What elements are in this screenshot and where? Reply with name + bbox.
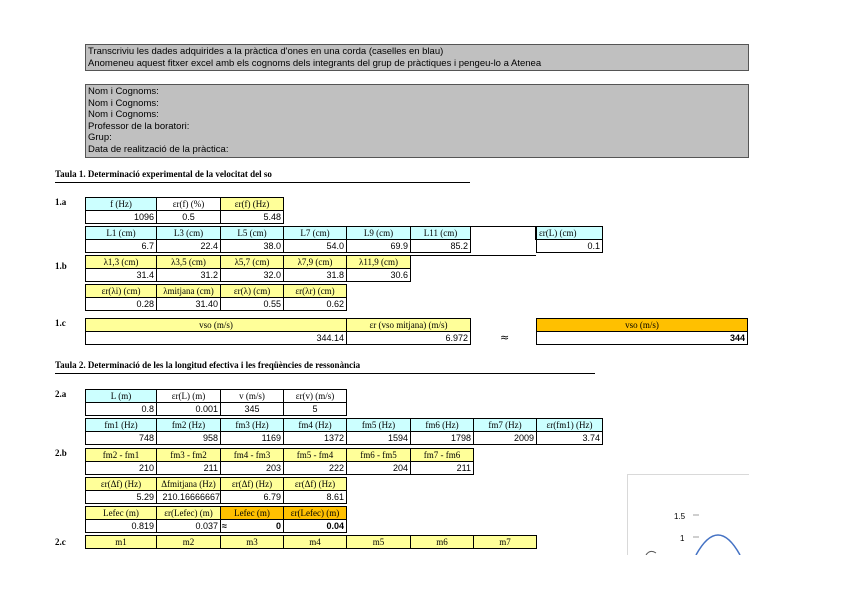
header-diff-1: fm3 - fm2 [156, 448, 221, 462]
header-evso: εr (vso mitjana) (m/s) [346, 318, 471, 332]
value-fm-1[interactable]: 958 [156, 431, 221, 445]
value-lambda-2[interactable]: 32.0 [220, 268, 284, 282]
value-L-0[interactable]: 6.7 [85, 239, 157, 253]
chart-curve-partial [646, 551, 656, 555]
value-fm-5[interactable]: 1798 [410, 431, 474, 445]
value-v[interactable]: 345 [220, 402, 284, 416]
header-dfm: Δfmitjana (Hz) [156, 477, 221, 491]
value-vso[interactable]: 344.14 [85, 331, 347, 345]
header-elambda-2: εr(λ) (cm) [220, 284, 284, 298]
value-diff-4[interactable]: 204 [346, 461, 411, 475]
header-lambda-2: λ5,7 (cm) [220, 255, 284, 269]
header-fm-4: fm5 (Hz) [346, 418, 411, 432]
header-L7: L7 (cm) [283, 226, 347, 240]
value-L[interactable]: 0.8 [85, 402, 157, 416]
header-L9: L9 (cm) [346, 226, 411, 240]
instructions-line-1: Transcriviu les dades adquirides a la pràctica d'ones en una corda (caselles en blau) [88, 46, 444, 57]
header-ef: εr(f) (Hz) [220, 197, 284, 211]
header-diff-0: fm2 - fm1 [85, 448, 157, 462]
header-m-4: m5 [346, 535, 411, 549]
value-eLefec[interactable]: 0.037 [156, 519, 221, 533]
header-L1: L1 (cm) [85, 226, 157, 240]
row-label-1c: 1.c [55, 318, 66, 328]
value-L-1[interactable]: 22.4 [156, 239, 221, 253]
table2-caption-underline [55, 373, 595, 374]
header-m-5: m6 [410, 535, 474, 549]
value-eLefec-2[interactable]: 0.04 [283, 519, 347, 533]
value-dfm[interactable]: 210.16666667 [156, 490, 221, 504]
value-Lefec-2-number: 0 [275, 521, 281, 531]
value-eL[interactable]: 0.1 [536, 239, 603, 253]
value-lambda-3[interactable]: 31.8 [283, 268, 347, 282]
value-evso[interactable]: 6.972 [346, 331, 471, 345]
header-edf-3: εr(Δf) (Hz) [283, 477, 347, 491]
info-line-4: Professor de la boratori: [88, 120, 190, 132]
table2-caption: Taula 2. Determinació de les la longitud efectiva i les freqüències de ressonància [55, 360, 361, 370]
header-lambda-4: λ11,9 (cm) [346, 255, 411, 269]
header-fm-7: εr(fm1) (Hz) [536, 418, 603, 432]
value-diff-3[interactable]: 222 [283, 461, 347, 475]
row-label-2c: 2.c [55, 537, 66, 547]
chart-svg [628, 475, 749, 555]
header-lambda-1: λ3,5 (cm) [156, 255, 221, 269]
header-eLefec: εr(Lefec) (m) [156, 506, 221, 520]
embedded-chart[interactable] [627, 474, 749, 555]
header-L3: L3 (cm) [156, 226, 221, 240]
value-vso-final[interactable]: 344 [536, 331, 748, 345]
header-diff-5: fm7 - fm6 [410, 448, 474, 462]
value-fm-2[interactable]: 1169 [220, 431, 284, 445]
value-lambda-mitjana[interactable]: 31.40 [156, 297, 221, 311]
value-Lefec[interactable]: 0.819 [85, 519, 157, 533]
header-fm-2: fm3 (Hz) [220, 418, 284, 432]
value-fm-3[interactable]: 1372 [283, 431, 347, 445]
header-fm-0: fm1 (Hz) [85, 418, 157, 432]
row-label-2a: 2.a [55, 389, 67, 399]
header-L: L (m) [85, 389, 157, 403]
chart-curve [696, 535, 740, 555]
header-eL-m: εr(L) (m) [156, 389, 221, 403]
value-L-2[interactable]: 38.0 [220, 239, 284, 253]
header-Lefec-2: Lefec (m) [220, 506, 284, 520]
value-lambda-1[interactable]: 31.2 [156, 268, 221, 282]
value-fm-4[interactable]: 1594 [346, 431, 411, 445]
header-edf: εr(Δf) (Hz) [85, 477, 157, 491]
header-edf-2: εr(Δf) (Hz) [220, 477, 284, 491]
header-v: v (m/s) [220, 389, 284, 403]
row-label-2b: 2.b [55, 448, 67, 458]
value-diff-2[interactable]: 203 [220, 461, 284, 475]
instructions-box [85, 44, 749, 71]
approx-sign: ≈ [500, 331, 510, 344]
value-eL-m[interactable]: 0.001 [156, 402, 221, 416]
value-elambda-3[interactable]: 0.62 [283, 297, 347, 311]
approx-sign-2: ≈ [222, 521, 227, 531]
value-L-5[interactable]: 85.2 [410, 239, 471, 253]
table1-caption-underline [55, 182, 470, 183]
value-L-4[interactable]: 69.9 [346, 239, 411, 253]
header-fm-6: fm7 (Hz) [473, 418, 537, 432]
value-lambda-4[interactable]: 30.6 [346, 268, 411, 282]
value-edf[interactable]: 5.29 [85, 490, 157, 504]
header-Lefec: Lefec (m) [85, 506, 157, 520]
value-diff-5[interactable]: 211 [410, 461, 474, 475]
value-ef-pct[interactable]: 0.5 [156, 210, 221, 224]
header-fm-1: fm2 (Hz) [156, 418, 221, 432]
header-eLefec-2: εr(Lefec) (m) [283, 506, 347, 520]
value-ev[interactable]: 5 [283, 402, 347, 416]
header-vso: vso (m/s) [85, 318, 347, 332]
empty-cell-b [410, 255, 536, 269]
tick-label-1-5: 1.5 [674, 512, 686, 521]
header-lambda-0: λ1,3 (cm) [85, 255, 157, 269]
header-m-6: m7 [473, 535, 537, 549]
value-fm-6[interactable]: 2009 [473, 431, 537, 445]
header-vso-final: vso (m/s) [536, 318, 748, 332]
table1-caption: Taula 1. Determinació experimental de la velocitat del so [55, 169, 272, 179]
header-diff-4: fm6 - fm5 [346, 448, 411, 462]
header-eL: εr(L) (cm) [536, 226, 603, 240]
info-line-3: Nom i Cognoms: [88, 109, 159, 120]
header-ef-pct: εr(f) (%) [156, 197, 221, 211]
value-elambda[interactable]: 0.28 [85, 297, 157, 311]
header-m-3: m4 [283, 535, 347, 549]
tick-label-1: 1 [680, 534, 685, 543]
header-m-2: m3 [220, 535, 284, 549]
info-line-5: Grup: [88, 132, 112, 143]
header-f: f (Hz) [85, 197, 157, 211]
row-label-1a: 1.a [55, 197, 67, 207]
header-diff-2: fm4 - fm3 [220, 448, 284, 462]
value-fm-0[interactable]: 748 [85, 431, 157, 445]
value-fm-7[interactable]: 3.74 [536, 431, 603, 445]
info-line-6: Data de realització de la pràctica: [88, 143, 229, 155]
value-edf-2[interactable]: 6.79 [220, 490, 284, 504]
header-m-0: m1 [85, 535, 157, 549]
header-elambda: εr(λi) (cm) [85, 284, 157, 298]
value-L-3[interactable]: 54.0 [283, 239, 347, 253]
header-lambda-mitjana: λmitjana (cm) [156, 284, 221, 298]
value-edf-3[interactable]: 8.61 [283, 490, 347, 504]
header-diff-3: fm5 - fm4 [283, 448, 347, 462]
value-diff-1[interactable]: 211 [156, 461, 221, 475]
header-fm-5: fm6 (Hz) [410, 418, 474, 432]
header-ev: εr(v) (m/s) [283, 389, 347, 403]
value-elambda-2[interactable]: 0.55 [220, 297, 284, 311]
instructions-line-2: Anomeneu aquest fitxer excel amb els cognoms dels integrants del grup de pràctiques i pengeu-lo a Atenea [88, 57, 542, 69]
header-fm-3: fm4 (Hz) [283, 418, 347, 432]
header-elambda-3: εr(λr) (cm) [283, 284, 347, 298]
header-m-1: m2 [156, 535, 221, 549]
student-info-box[interactable] [85, 84, 749, 158]
header-L11: L11 (cm) [410, 226, 471, 240]
info-line-1: Nom i Cognoms: [88, 86, 159, 97]
row-label-1b: 1.b [55, 261, 67, 271]
empty-cell-a [470, 226, 536, 240]
value-lambda-0[interactable]: 31.4 [85, 268, 157, 282]
value-Lefec-2[interactable] [220, 519, 284, 533]
value-ef[interactable]: 5.48 [220, 210, 284, 224]
value-diff-0[interactable]: 210 [85, 461, 157, 475]
header-lambda-3: λ7,9 (cm) [283, 255, 347, 269]
header-L5: L5 (cm) [220, 226, 284, 240]
value-f[interactable]: 1096 [85, 210, 157, 224]
info-line-2: Nom i Cognoms: [88, 97, 159, 109]
